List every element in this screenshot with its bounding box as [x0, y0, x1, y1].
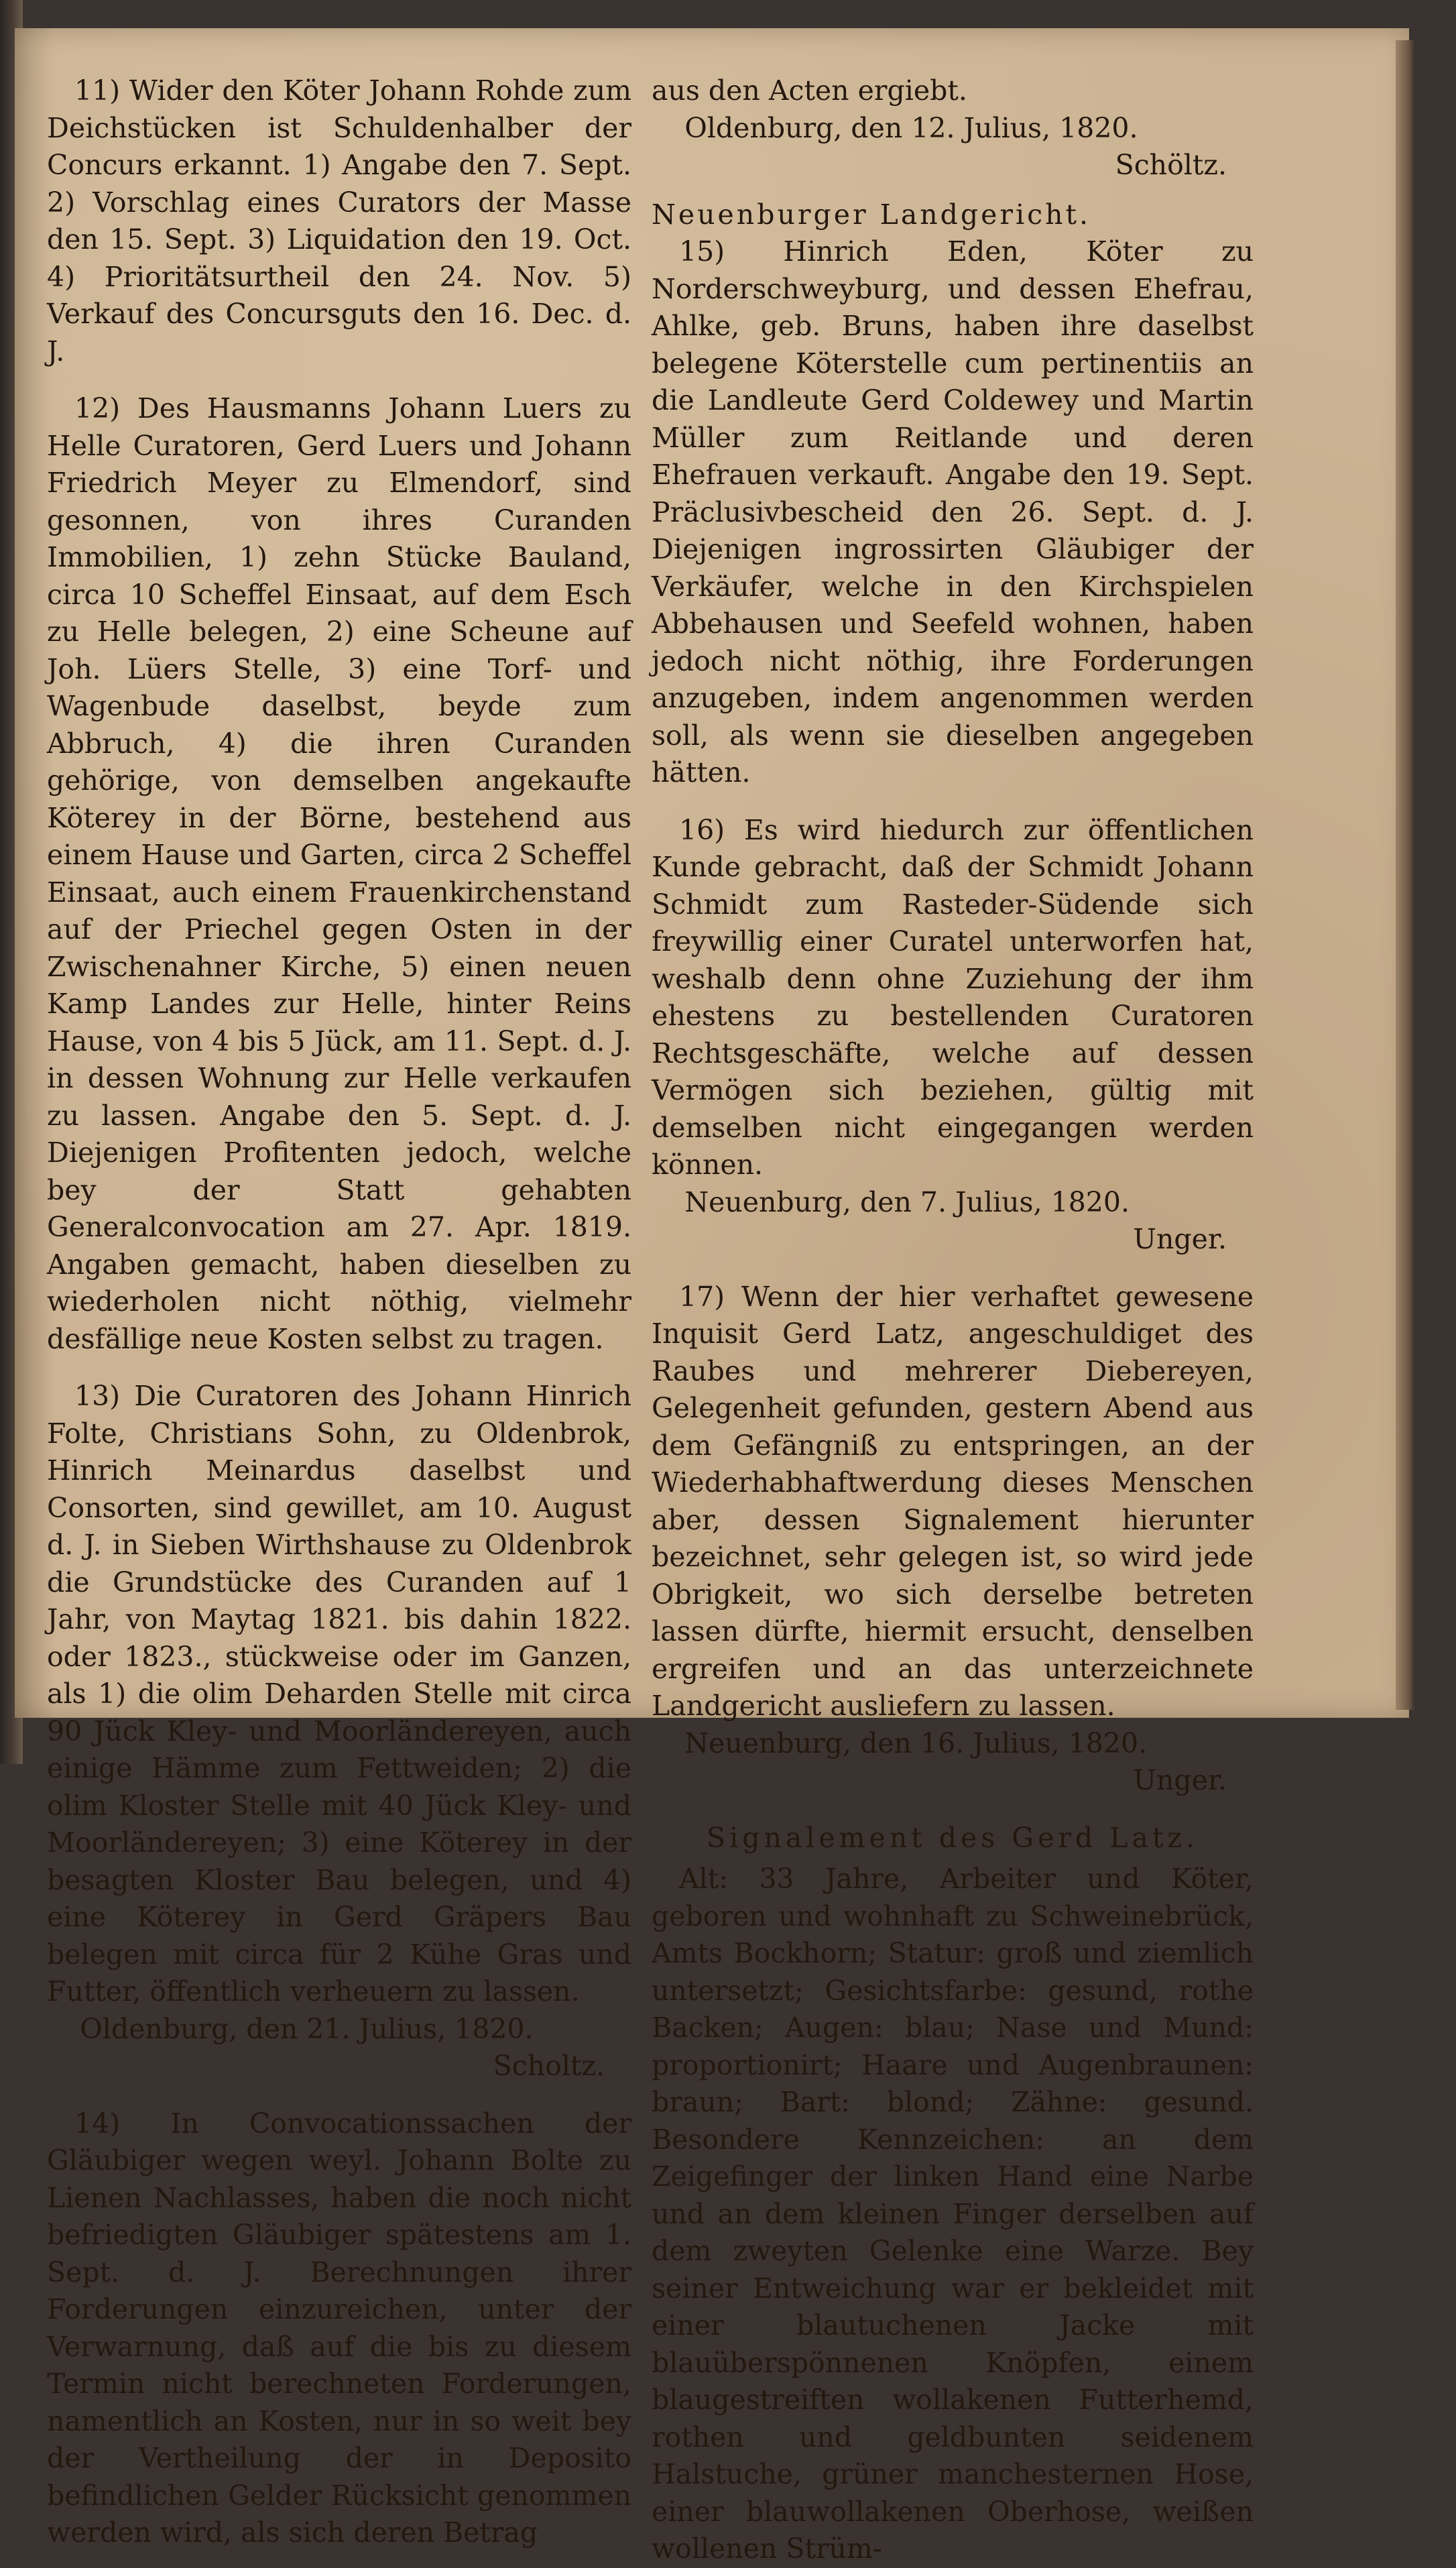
- notice-13-signature: Scholtz.: [493, 2050, 605, 2082]
- notice-16: 16) Es wird hiedurch zur öffentlichen Kunde gebracht, daß der Schmidt Johann Schmidt zum Rasteder-Südende sich freywillig einer Curatel unterworfen hat, weshalb denn ohne Zuziehung der ihm ehestens zu bestellenden Curatoren Rechtsgeschäfte, welche auf dessen Vermögen sich beziehen, gültig mit demselben nicht eingegangen werden können.: [652, 813, 1254, 1181]
- signalement-text: Alt: 33 Jahre, Arbeiter und Köter, geboren und wohnhaft zu Schweinebrück, Amts Bockhorn; Statur: groß und ziemlich untersetzt; Gesichtsfarbe: gesund, rothe Backen; Augen: blau; Nase und Mund: proportionirt; Haare und Augenbraunen: braun; Bart: blond; Zähne: gesund. Besondere Kennzeichen: an dem Zeigefinger der linken Hand eine Narbe und an dem kleinen Finger derselben auf dem zweyten Gelenke eine Warze. Bey seiner Entweichung war er bekleidet mit einer blautuchenen Jacke mit blauüberspönnenen Knöpfen, einem blaugestreiften wollakenen Futterhemd, rothen und geldbunten seidenem Halstuche, grüner manchesternen Hose, einer blauwollakenen Oberhose, weißen wollenen Strüm-: [652, 1863, 1254, 2565]
- notice-15: 15) Hinrich Eden, Köter zu Norderschweyburg, und dessen Ehefrau, Ahlke, geb. Bruns, haben ihre daselbst belegene Köterstelle cum pertinentiis an die Landleute Gerd Coldewey und Martin Müller zum Reitlande und deren Ehefrauen verkauft. Angabe den 19. Sept. Präclusivbescheid den 26. Sept. d. J. Diejenigen ingrossirten Gläubiger der Verkäufer, welche in den Kirchspielen Abbehausen und Seefeld wohnen, haben jedoch nicht nöthig, ihre Forderungen anzugeben, indem angenommen werden soll, als wenn sie dieselben angegeben hätten.: [652, 235, 1254, 789]
- notice-13: 13) Die Curatoren des Johann Hinrich Folte, Christians Sohn, zu Oldenbrok, Hinrich Meinardus daselbst und Consorten, sind gewillet, am 10. August d. J. in Sieben Wirthshause zu Oldenbrok die Grundstücke des Curanden auf 1 Jahr, von Maytag 1821. bis dahin 1822. oder 1823., stückweise oder im Ganzen, als 1) die olim Deharden Stelle mit circa 90 Jück Kley- und Moorländereyen, auch einige Hämme zum Fettweiden; 2) die olim Kloster Stelle mit 40 Jück Kley- und Moorländereyen; 3) eine Köterey in der besagten Kloster Bau belegen, und 4) eine Köterey in Gerd Gräpers Bau belegen mit circa für 2 Kühe Gras und Futter, öffentlich verheuern zu lassen.: [47, 1380, 631, 2007]
- notice-17-signature: Unger.: [1133, 1764, 1227, 1796]
- signalement-heading: Signalement des Gerd Latz.: [707, 1821, 1199, 1854]
- notice-16-signature: Unger.: [1133, 1223, 1227, 1255]
- notice-14: 14) In Convocationssachen der Gläubiger wegen weyl. Johann Bolte zu Lienen Nachlasses, haben die noch nicht befriedigten Gläubiger spätestens am 1. Sept. d. J. Berechnungen ihrer Forderungen einzureichen, unter der Verwarnung, daß auf die bis zu diesem Termin nicht berechneten Forderungen, namentlich an Kosten, nur in so weit bey der Vertheilung der in Deposito befindlichen Gelder Rücksicht genommen werden wird, als sich deren Betrag: [47, 2107, 631, 2549]
- notice-11: 11) Wider den Köter Johann Rohde zum Deichstücken ist Schuldenhalber der Concurs erkannt. 1) Angabe den 7. Sept. 2) Vorschlag eines Curators der Masse den 15. Sept. 3) Liquidation den 19. Oct. 4) Prioritätsurtheil den 24. Nov. 5) Verkauf des Concursguts den 16. Dec. d. J.: [47, 74, 631, 367]
- notice-17-date: Neuenburg, den 16. Julius, 1820.: [684, 1727, 1148, 1759]
- notice-14-signature: Schöltz.: [1115, 149, 1227, 181]
- left-column: [47, 72, 631, 2552]
- court-heading: Neuenburger Landgericht.: [652, 198, 1091, 231]
- notice-13-date: Oldenburg, den 21. Julius, 1820.: [80, 2012, 534, 2045]
- notice-12: 12) Des Hausmanns Johann Luers zu Helle Curatoren, Gerd Luers und Johann Friedrich Meyer zu Elmendorf, sind gesonnen, von ihres Curanden Immobilien, 1) zehn Stücke Bauland, circa 10 Scheffel Einsaat, auf dem Esch zu Helle belegen, 2) eine Scheune auf Joh. Lüers Stelle, 3) eine Torf- und Wagenbude daselbst, beyde zum Abbruch, 4) die ihren Curanden gehörige, von demselben angekaufte Köterey in der Börne, bestehend aus einem Hause und Garten, circa 2 Scheffel Einsaat, auch einem Frauenkirchenstand auf der Priechel gegen Osten in der Zwischenahner Kirche, 5) einen neuen Kamp Landes zur Helle, hinter Reins Hause, von 4 bis 5 Jück, am 11. Sept. d. J. in dessen Wohnung zur Helle verkaufen zu lassen. Angabe den 5. Sept. d. J. Diejenigen Profitenten jedoch, welche bey der Statt gehabten Generalconvocation am 27. Apr. 1819. Angaben gemacht, haben dieselben zu wiederholen nicht nöthig, vielmehr desfällige neue Kosten selbst zu tragen.: [47, 392, 631, 1355]
- page-edge: [1396, 40, 1414, 1710]
- notice-14-continuation: aus den Acten ergiebt.: [652, 74, 967, 107]
- notice-16-date: Neuenburg, den 7. Julius, 1820.: [684, 1185, 1130, 1218]
- notice-17: 17) Wenn der hier verhaftet gewesene Inquisit Gerd Latz, angeschuldiget des Raubes und mehrerer Diebereyen, Gelegenheit gefunden, gestern Abend aus dem Gefängniß zu entspringen, an der Wiederhabhaftwerdung dieses Menschen aber, dessen Signalement hierunter bezeichnet, sehr gelegen ist, so wird jede Obrigkeit, wo sich derselbe betreten lassen dürfte, hiermit ersucht, denselben ergreifen und an das unterzeichnete Landgericht ausliefern zu lassen.: [652, 1280, 1254, 1722]
- right-column: [652, 72, 1254, 2568]
- notice-14-date: Oldenburg, den 12. Julius, 1820.: [684, 111, 1138, 144]
